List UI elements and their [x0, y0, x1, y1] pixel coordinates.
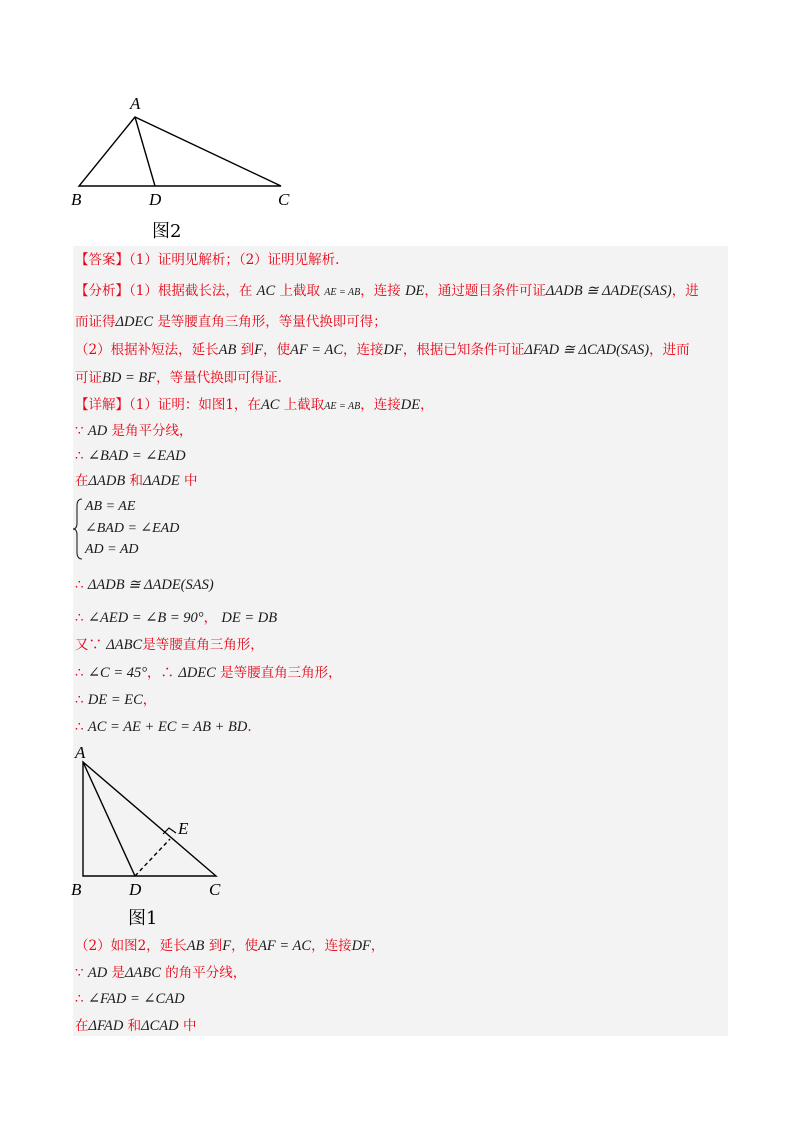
detail-line-1	[75, 396, 434, 416]
math: ΔADB ≅ ΔADE(SAS)	[545, 283, 672, 299]
point-c-label: C	[209, 880, 221, 899]
text: 在	[75, 473, 89, 489]
text: 中	[184, 473, 198, 489]
text: ，通过题目条件可证	[424, 283, 546, 299]
math: BD = BF	[102, 370, 157, 386]
text: 是角平分线，	[111, 423, 193, 439]
figure-1-caption: 图1	[128, 908, 158, 929]
math: DF	[383, 342, 403, 358]
math: ΔDEC	[178, 665, 216, 681]
text: ，连接	[311, 938, 352, 954]
detail-label: 【详解】	[75, 397, 129, 413]
text: ，∴	[147, 665, 175, 681]
text: 和	[127, 1018, 142, 1034]
detail-line-5	[75, 576, 214, 594]
text: ，	[370, 938, 385, 954]
text: ∵	[75, 423, 84, 439]
math: ∠C = 45°	[87, 665, 148, 681]
point-d-label: D	[129, 880, 142, 899]
text: ∴	[75, 692, 84, 708]
math: DE = DB	[221, 610, 278, 626]
math: ΔFAD	[88, 1018, 124, 1034]
text: 到	[240, 342, 255, 358]
figure-2	[65, 92, 305, 221]
math: AC	[260, 397, 280, 413]
analysis-line-1	[75, 282, 699, 302]
detail-line-10	[75, 718, 252, 736]
analysis-line-3	[75, 341, 690, 359]
math: ΔABC	[106, 637, 143, 653]
math: DE = EC	[87, 692, 143, 708]
text: 是等腰直角三角形，	[142, 637, 264, 653]
math: DF	[351, 938, 371, 954]
text: ，	[203, 610, 218, 626]
math: AD	[87, 965, 108, 981]
analysis-label: 【分析】	[75, 283, 129, 299]
case-3: AD = AD	[85, 542, 139, 557]
text: ∴	[75, 719, 84, 735]
part2-line-4	[75, 1017, 196, 1035]
text: 而证得	[75, 314, 116, 330]
text: ，使	[262, 342, 290, 358]
math: AF = AC	[289, 342, 343, 358]
math: F	[222, 938, 232, 954]
point-b-label: B	[71, 880, 82, 899]
text: ，使	[231, 938, 259, 954]
math: ∠AED = ∠B = 90°	[87, 610, 204, 626]
text: ∴	[75, 991, 84, 1007]
detail-line-2	[75, 422, 193, 440]
text: ∵	[75, 965, 84, 981]
math: F	[254, 342, 263, 358]
text: ，等量代换即可得证.	[156, 370, 282, 386]
text: ∴	[75, 577, 84, 593]
case-2: ∠BAD = ∠EAD	[85, 521, 180, 536]
text: 到	[208, 938, 223, 954]
text: 的角平分线，	[165, 965, 247, 981]
math: AF = AC	[258, 938, 312, 954]
point-e-label: E	[178, 819, 189, 838]
detail-line-4	[75, 472, 198, 490]
text: 中	[182, 1018, 197, 1034]
math: ΔABC	[125, 965, 161, 981]
math: ΔADB ≅ ΔADE(SAS)	[87, 577, 214, 593]
case-1: AB = AE	[85, 499, 136, 514]
text: ∴	[75, 610, 84, 626]
text: ，连接	[360, 283, 401, 299]
math: AE = AB	[324, 287, 361, 298]
text: 是	[111, 965, 126, 981]
detail-line-9	[75, 691, 156, 709]
cases-brace	[73, 498, 83, 560]
text: ，进而	[649, 342, 690, 358]
text: ，连接	[342, 342, 384, 358]
text: ∴	[75, 448, 84, 464]
point-a-label: A	[130, 94, 141, 113]
point-b-label: B	[71, 190, 82, 209]
text: 在	[75, 1018, 89, 1034]
figure-1-diagram	[70, 742, 240, 902]
math: ΔDEC	[115, 314, 154, 330]
detail-line-8	[75, 664, 342, 682]
text: 上截取	[279, 283, 320, 299]
math: ΔCAD	[141, 1018, 179, 1034]
text: 和	[129, 473, 143, 489]
answer-text: （1）证明见解析；（2）证明见解析.	[129, 252, 340, 268]
figure-1	[70, 742, 240, 906]
answer-label: 【答案】	[75, 252, 129, 268]
text: （2）根据补短法，延长	[75, 342, 219, 358]
text: 上截取	[283, 397, 325, 413]
math: ΔADE	[143, 473, 180, 489]
math: ΔADB	[88, 473, 126, 489]
text: 可证	[75, 370, 102, 386]
math: ∠FAD = ∠CAD	[87, 991, 185, 1007]
math: AC = AE + EC = AB + BD	[87, 719, 248, 735]
analysis-line-4	[75, 369, 282, 387]
text: 是等腰直角三角形，	[220, 665, 342, 681]
text: ，	[420, 397, 434, 413]
text: ，根据已知条件可证	[402, 342, 525, 358]
math: DE	[405, 283, 425, 299]
answer-line	[75, 251, 339, 269]
math: AE = AB	[324, 401, 361, 412]
text: 又∵	[75, 637, 102, 653]
text: ，	[142, 692, 157, 708]
figure-2-caption: 图2	[152, 221, 182, 242]
part2-line-2	[75, 964, 246, 982]
point-c-label: C	[278, 190, 290, 209]
text: .	[247, 719, 252, 735]
detail-line-3	[75, 447, 186, 465]
text: （1）根据截长法，在	[129, 283, 253, 299]
math: ∠BAD = ∠EAD	[87, 448, 186, 464]
text: ，进	[671, 283, 699, 299]
math: ΔFAD ≅ ΔCAD(SAS)	[524, 342, 650, 358]
point-a-label: A	[75, 743, 86, 762]
part2-line-1	[75, 937, 384, 955]
math: AB	[186, 938, 205, 954]
text: ∴	[75, 665, 84, 681]
math: DE	[400, 397, 421, 413]
text: ，连接	[360, 397, 401, 413]
analysis-line-2	[75, 313, 387, 331]
part2-line-3	[75, 990, 185, 1008]
math: AB	[218, 342, 237, 358]
math: AC	[256, 283, 276, 299]
point-d-label: D	[149, 190, 162, 209]
detail-line-6	[75, 609, 277, 627]
text: （2）如图2，延长	[75, 938, 187, 954]
figure-2-diagram	[65, 92, 305, 217]
detail-line-7	[75, 636, 264, 654]
text: 是等腰直角三角形，等量代换即可得；	[157, 314, 387, 330]
text: （1）证明：如图1，在	[129, 397, 261, 413]
math: AD	[87, 423, 108, 439]
